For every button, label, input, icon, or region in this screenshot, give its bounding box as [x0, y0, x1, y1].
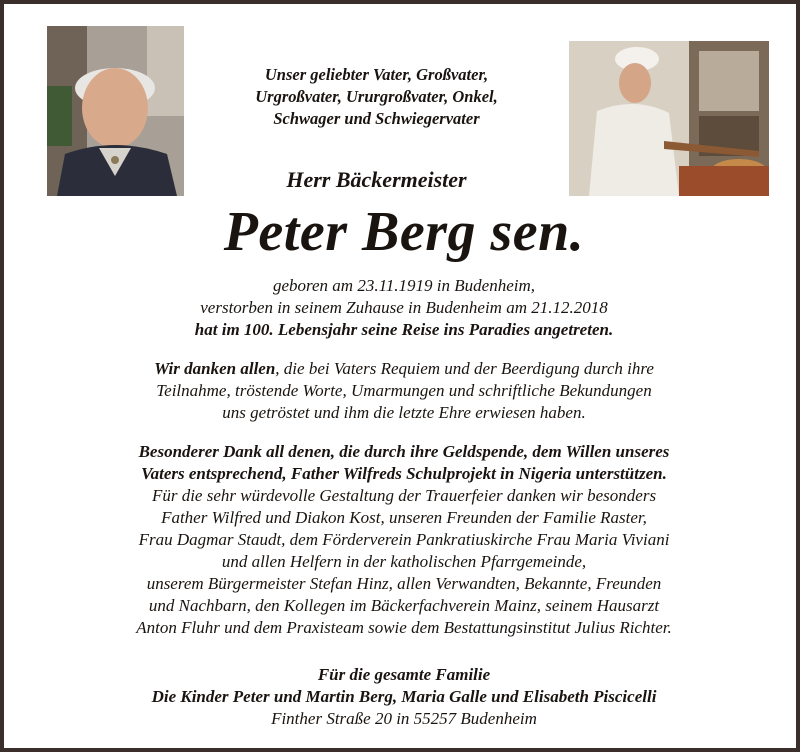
family-names: Die Kinder Peter und Martin Berg, Maria Galle und Elisabeth Piscicelli [151, 687, 657, 706]
family-heading: Für die gesamte Familie [317, 665, 491, 684]
special-thanks-line: Für die sehr würdevolle Gestaltung der Trauerfeier danken wir besonders [151, 486, 657, 505]
thanks-lead: Wir danken allen [154, 359, 276, 378]
family-signature [24, 664, 784, 730]
intro-line: Schwager und Schwiegervater [273, 109, 480, 128]
portrait-illustration [47, 26, 184, 196]
age-line: hat im 100. Lebensjahr seine Reise ins Paradies angetreten. [194, 320, 614, 339]
thanks-line: uns getröstet und ihm die letzte Ehre erwiesen haben. [222, 403, 586, 422]
birth-line: geboren am 23.11.1919 in Budenheim, [272, 276, 536, 295]
family-address: Finther Straße 20 in 55257 Budenheim [271, 709, 537, 728]
bakery-photo [569, 41, 769, 196]
bakery-illustration [569, 41, 769, 196]
thanks-paragraph [24, 358, 784, 424]
death-line: verstorben in seinem Zuhause in Budenheim am 21.12.2018 [200, 298, 608, 317]
thanks-line: Teilnahme, tröstende Worte, Umarmungen und schriftliche Bekundungen [156, 381, 652, 400]
honorific-title: Herr Bäckermeister [286, 167, 467, 192]
thanks-line [24, 358, 784, 380]
relationship-intro [194, 64, 559, 130]
special-thanks-line: unserem Bürgermeister Stefan Hinz, allen Verwandten, Bekannte, Freunden [146, 574, 662, 593]
portrait-photo [47, 26, 184, 196]
intro-line: Urgroßvater, Ururgroßvater, Onkel, [255, 87, 498, 106]
special-thanks-line: und Nachbarn, den Kollegen im Bäckerfachverein Mainz, seinem Hausarzt [148, 596, 660, 615]
special-thanks-line: Frau Dagmar Staudt, dem Förderverein Pankratiuskirche Frau Maria Viviani [138, 530, 670, 549]
deceased-name: Peter Berg sen. [223, 201, 585, 263]
special-thanks-line: Anton Fluhr und dem Praxisteam sowie dem Bestattungsinstitut Julius Richter. [136, 618, 672, 637]
special-thanks-line: Father Wilfred und Diakon Kost, unseren Freunden der Familie Raster, [161, 508, 647, 527]
special-thanks-bold-line: Vaters entsprechend, Father Wilfreds Schulprojekt in Nigeria unterstützen. [141, 464, 667, 483]
life-dates [24, 275, 784, 341]
special-thanks-paragraph [24, 441, 784, 639]
special-thanks-line: und allen Helfern in der katholischen Pfarrgemeinde, [221, 552, 587, 571]
thanks-line-rest: , die bei Vaters Requiem und der Beerdigung durch ihre [275, 359, 654, 378]
intro-line: Unser geliebter Vater, Großvater, [264, 65, 489, 84]
special-thanks-bold-line: Besonderer Dank all denen, die durch ihre Geldspende, dem Willen unseres [138, 442, 670, 461]
